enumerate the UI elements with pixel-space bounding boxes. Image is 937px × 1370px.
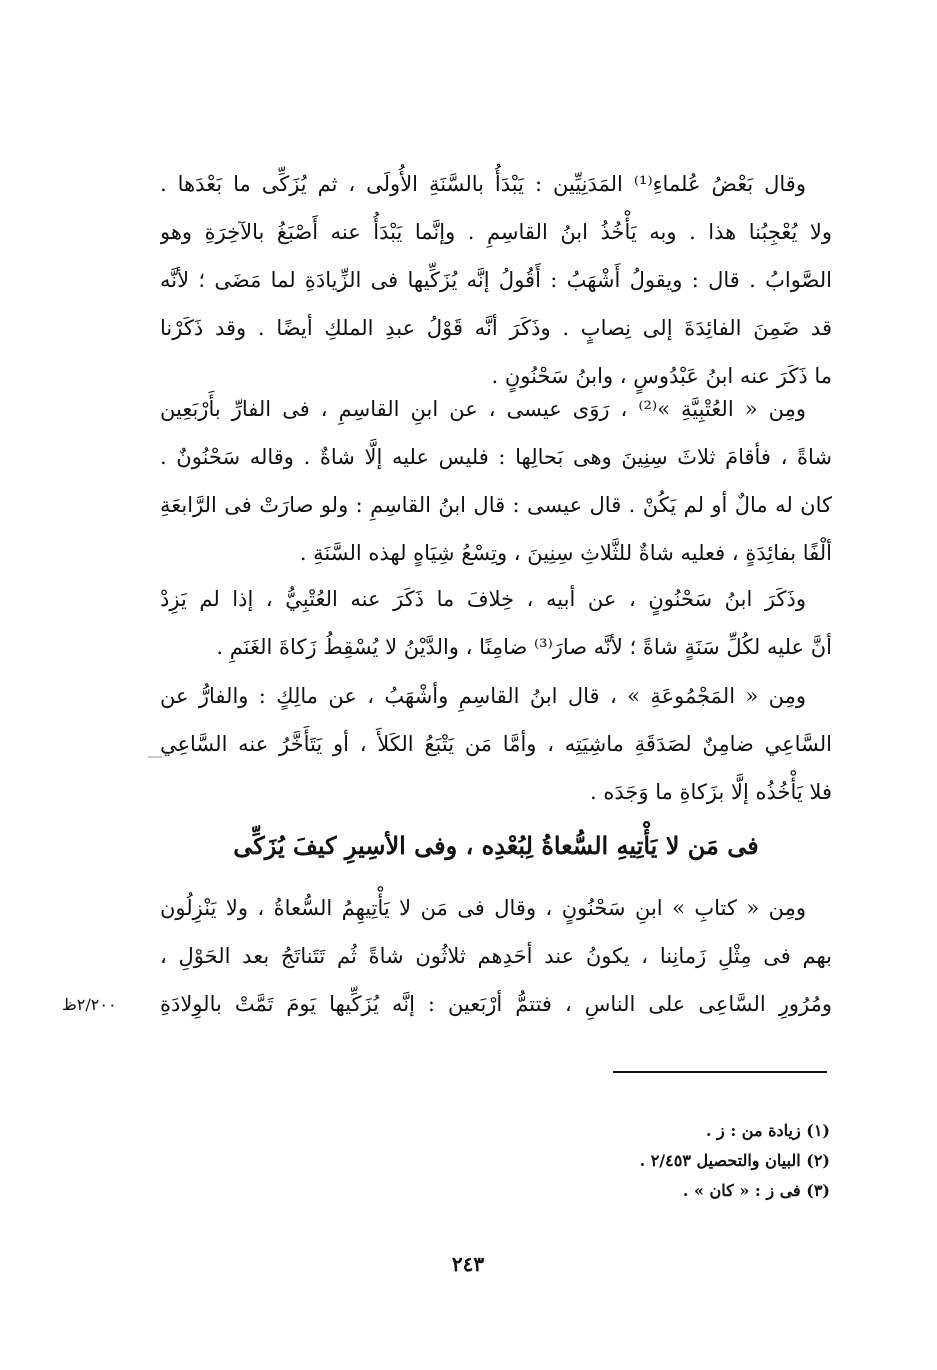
text-line: قد ضَمِنَ الفائِدَةَ إلى نِصابٍ . وذَكَرَ أنَّه قَوْلُ عبدِ الملكِ أيضًا . وقد ذَكَرْنا [160, 316, 832, 340]
paragraph [160, 385, 832, 577]
paragraph [160, 672, 832, 816]
manuscript-margin-reference: ٢/٢٠٠ظ [62, 995, 117, 1014]
paragraph [160, 575, 832, 671]
footnote: (٢) البيان والتحصيل ٢/٤٥٣ . [639, 1151, 830, 1170]
footnote: (٣) فى ز : « كان » . [682, 1181, 830, 1200]
section-heading: فى مَن لا يَأْتِيهِ السُّعاةُ لِبُعْدِه ، وفى الأسِيرِ كيفَ يُزَكِّى [233, 831, 759, 860]
text-line: ومِن « المَجْمُوعَةِ » ، قال ابنُ القاسِمِ وأشْهَبُ ، عن مالِكٍ : والفارُّ عن [160, 684, 806, 708]
text-line: فلا يَأْخُذُه إلَّا بزَكاةِ ما وَجَدَه . [590, 780, 832, 804]
paragraph [160, 160, 832, 400]
footnote: (١) زيادة من : ز . [705, 1121, 830, 1140]
text-line: ما ذَكَرَ عنه ابنُ عَبْدُوسٍ ، وابنُ سَحْنُونٍ . [491, 364, 832, 388]
text-line: وذَكَرَ ابنُ سَحْنُونٍ ، عن أبيه ، خِلافَ ما ذَكَرَ عنه العُتْبِيُّ ، إذا لم يَزِدْ [160, 587, 806, 611]
text-line: ومِن « العُتْبِيَّةِ »⁽²⁾ ، رَوَى عيسى ، عن ابنِ القاسِمِ ، فى الفارِّ بأَرْبَعِين [160, 397, 806, 421]
text-line: ألْفًا بفائِدَةٍ ، فعليه شاةٌ للثَّلاثِ سِنِينَ ، وتِسْعُ شِيَاهٍ لهذه السَّنَةِ . [299, 541, 832, 565]
text-line: وقال بَعْضُ عُلماءِ⁽¹⁾ المَدَنِيِّين : يَبْدَأُ بالسَّنَةِ الأُولَى ، ثم يُزَكِّى ما بَعْدَها . [160, 172, 806, 196]
text-line: ومُرُورِ السَّاعِى على الناسِ ، فتتمُّ أرْبَعين : إنَّه يُزَكِّيها يَومَ تَمَّتْ بالوِلادَةِ [160, 992, 832, 1016]
text-line: الصَّوابُ . قال : ويقولُ أَشْهَبُ : أَقُولُ إنَّه يُزَكِّيها فى الزِّيادَةِ لما مَضَى ؛ لأنَّه [160, 268, 832, 292]
footnote-divider [613, 1071, 827, 1073]
text-line: ولا يُعْجِبُنا هذا . وبه يَأْخُذُ ابنُ القاسِمِ . وإنَّما يَبْدَأُ عنه أَصْبَغُ بالآخِرَةِ وهو [160, 220, 832, 244]
text-line: بهم فى مِثْلِ زَمانِنا ، يكونُ عند أحَدِهم ثلاثُون شاةً ثُم تَتَناتَجُ بعد الحَوْلِ ، [160, 944, 832, 968]
page-number: ٢٤٣ [451, 1252, 485, 1276]
text-line: السَّاعِي ضامِنٌ لصَدَقَةِ ماشِيَتِه ، وأمَّا مَن يَتْبَعُ الكَلأَ ، أو يَتَأَخَّرُ عنه السَّاعِي [160, 732, 832, 756]
paragraph [160, 884, 832, 1028]
footnotes [400, 1116, 830, 1206]
text-line: ومِن « كتابِ » ابنِ سَحْنُونٍ ، وقال فى مَن لا يَأْتِيهِمُ السُّعاةُ ، ولا يَنْزِلُون [160, 896, 806, 920]
text-line: أنَّ عليه لكُلِّ سَنَةٍ شاةً ؛ لأنَّه صارَ⁽³⁾ ضامِنًا ، والدَّيْنُ لا يُسْقِطُ زَكاةَ الغَنَمِ . [216, 635, 832, 659]
text-line: كان له مالٌ أو لم يَكُنْ . قال عيسى : قال ابنُ القاسِمِ : ولو صارَتْ فى الرَّابعَةِ [160, 493, 832, 517]
text-line: شاةً ، فأقامَ ثلاثَ سِنِينَ وهى بَحالِها : فليس عليه إلَّا شاةٌ . وقاله سَحْنُونٌ . [160, 445, 832, 469]
